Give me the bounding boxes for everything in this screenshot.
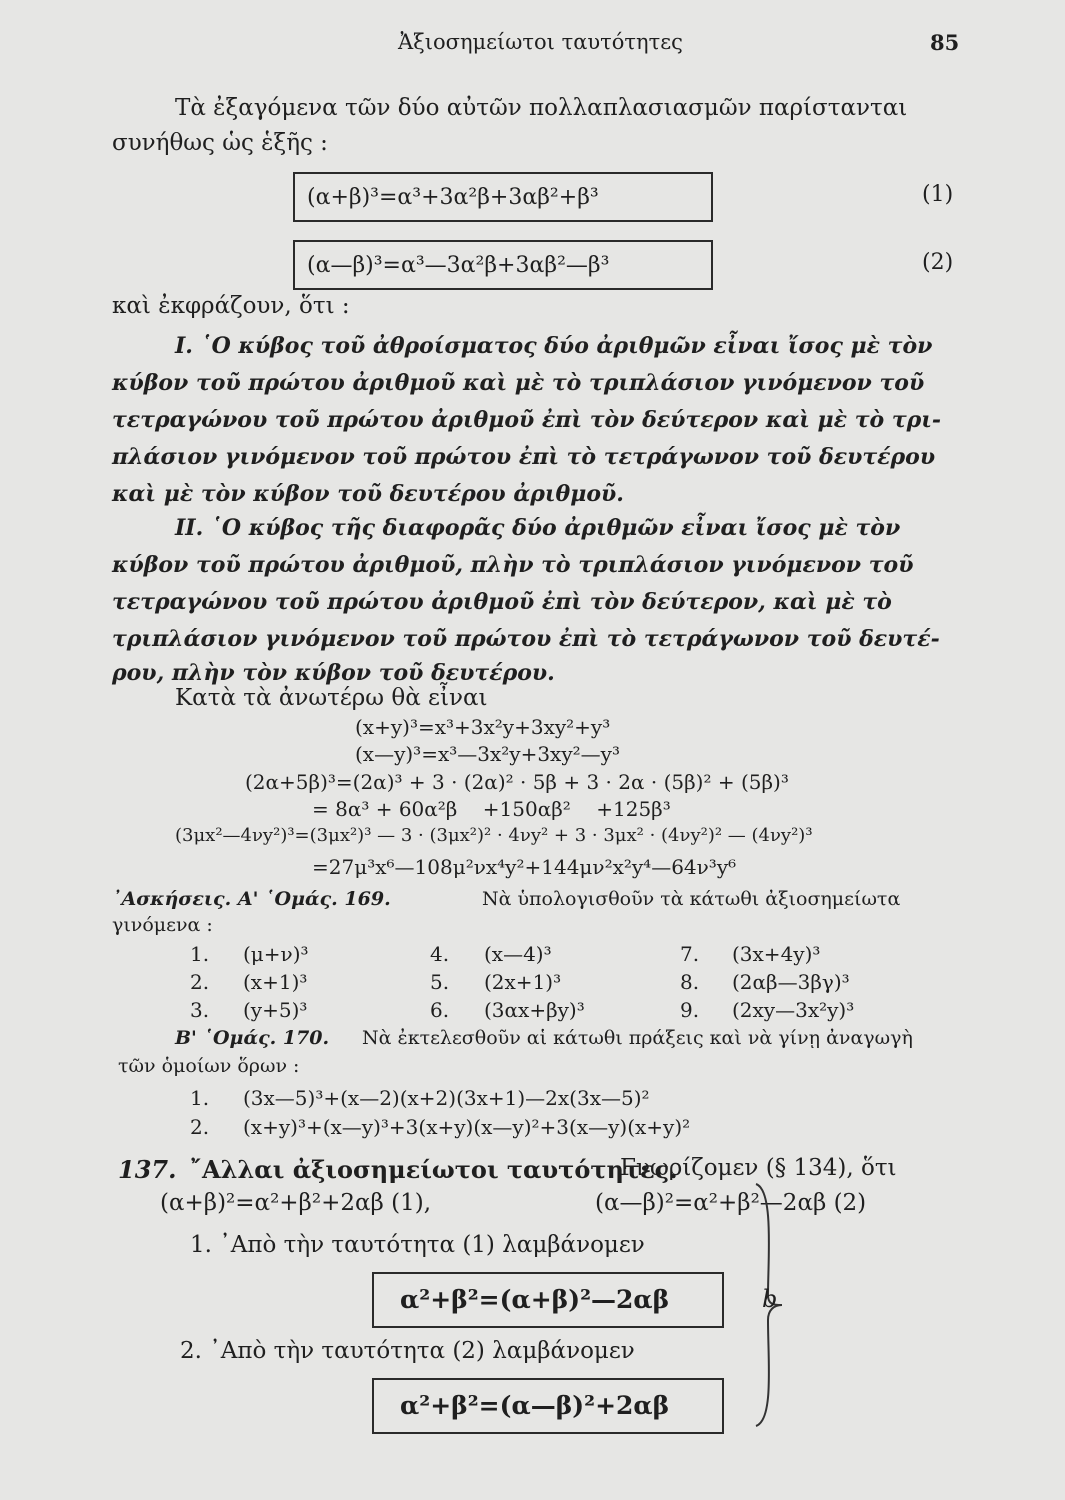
running-header: Ἀξιοσημείωτοι ταυτότητες bbox=[398, 30, 683, 54]
example-1: (x+y)³=x³+3x²y+3xy²+y³ bbox=[355, 715, 611, 739]
identity-2: (α—β)²=α²+β²—2αβ (2) bbox=[595, 1190, 867, 1216]
exercise-7-number: 7. bbox=[680, 942, 700, 966]
intro-line-2: συνήθως ὡς ἑξῆς : bbox=[112, 130, 328, 156]
exercise-1-number: 1. bbox=[190, 942, 210, 966]
formula-cube-sum: (α+β)³=α³+3α²β+3αβ²+β³ bbox=[307, 185, 599, 210]
step-2-text: 2. ᾿Απὸ τὴν ταυτότητα (2) λαμβάνομεν bbox=[180, 1338, 635, 1364]
example-6: =27μ³x⁶—108μ²νx⁴y²+144μν²x²y⁴—64ν³y⁶ bbox=[312, 855, 737, 879]
examples-intro: Κατὰ τὰ ἀνωτέρω θὰ εἶναι bbox=[175, 685, 488, 711]
exercises-b-heading: Β' ῾Ομάς. 170. bbox=[175, 1027, 330, 1049]
margin-note: b bbox=[762, 1285, 778, 1313]
exercise-6: (3αx+βy)³ bbox=[484, 998, 585, 1022]
exercise-7: (3x+4y)³ bbox=[732, 942, 821, 966]
express-line: καὶ ἐκφράζουν, ὅτι : bbox=[112, 293, 350, 319]
exercise-6-number: 6. bbox=[430, 998, 450, 1022]
exercise-b1: (3x—5)³+(x—2)(x+2)(3x+1)—2x(3x—5)² bbox=[243, 1086, 650, 1110]
rule2-line-3: τετραγώνου τοῦ πρώτου ἀριθμοῦ ἐπὶ τὸν δεύτερον, καὶ μὲ τὸ bbox=[112, 589, 892, 615]
formula-label-1: (1) bbox=[922, 182, 954, 207]
formula-box-1 bbox=[293, 172, 713, 222]
exercises-b-text-2: τῶν ὁμοίων ὅρων : bbox=[118, 1055, 300, 1077]
exercise-1: (μ+ν)³ bbox=[243, 942, 309, 966]
exercises-a-text-2: γινόμενα : bbox=[112, 914, 213, 936]
exercise-8: (2αβ—3βγ)³ bbox=[732, 970, 850, 994]
exercise-2-number: 2. bbox=[190, 970, 210, 994]
formula-cube-difference: (α—β)³=α³—3α²β+3αβ²—β³ bbox=[307, 253, 610, 278]
rule1-line-2: κύβον τοῦ πρώτου ἀριθμοῦ καὶ μὲ τὸ τριπλάσιον γινόμενον τοῦ bbox=[112, 370, 925, 396]
exercises-a-text: Νὰ ὑπολογισθοῦν τὰ κάτωθι ἀξιοσημείωτα bbox=[482, 888, 901, 910]
example-4: = 8α³ + 60α²β +150αβ² +125β³ bbox=[312, 797, 671, 821]
result-box-1 bbox=[372, 1272, 724, 1328]
step-1-text: 1. ᾿Απὸ τὴν ταυτότητα (1) λαμβάνομεν bbox=[190, 1232, 645, 1258]
rule1-line-1: I. ῾Ο κύβος τοῦ ἀθροίσματος δύο ἀριθμῶν εἶναι ἴσος μὲ τὸν bbox=[175, 333, 933, 359]
formula-box-2 bbox=[293, 240, 713, 290]
result-formula-1: α²+β²=(α+β)²—2αβ bbox=[400, 1285, 670, 1314]
exercise-4: (x—4)³ bbox=[484, 942, 552, 966]
exercises-a-heading: ᾿Ασκήσεις. Α' ῾Ομάς. 169. bbox=[112, 888, 391, 910]
exercise-9-number: 9. bbox=[680, 998, 700, 1022]
exercise-8-number: 8. bbox=[680, 970, 700, 994]
section-title: ῎Αλλαι ἀξιοσημείωτοι ταυτότητες. bbox=[190, 1155, 678, 1184]
section-intro-text: Γνωρίζομεν (§ 134), ὅτι bbox=[620, 1155, 897, 1181]
rule2-line-5: ρου, πλὴν τὸν κύβον τοῦ δευτέρου. bbox=[112, 660, 555, 686]
result-box-2 bbox=[372, 1378, 724, 1434]
exercise-2: (x+1)³ bbox=[243, 970, 308, 994]
identity-1: (α+β)²=α²+β²+2αβ (1), bbox=[160, 1190, 432, 1216]
exercises-b-text: Νὰ ἐκτελεσθοῦν αἱ κάτωθι πράξεις καὶ νὰ γίνῃ ἀναγωγὴ bbox=[362, 1027, 913, 1049]
example-2: (x—y)³=x³—3x²y+3xy²—y³ bbox=[355, 742, 620, 766]
exercise-4-number: 4. bbox=[430, 942, 450, 966]
exercise-3-number: 3. bbox=[190, 998, 210, 1022]
exercise-9: (2xy—3x²y)³ bbox=[732, 998, 855, 1022]
exercise-b1-number: 1. bbox=[190, 1086, 210, 1110]
exercise-b2-number: 2. bbox=[190, 1115, 210, 1139]
intro-line-1: Τὰ ἐξαγόμενα τῶν δύο αὐτῶν πολλαπλασιασμῶν παρίστανται bbox=[175, 95, 908, 121]
example-3: (2α+5β)³=(2α)³ + 3 · (2α)² · 5β + 3 · 2α · (5β)² + (5β)³ bbox=[245, 770, 789, 794]
rule1-line-5: καὶ μὲ τὸν κύβον τοῦ δευτέρου ἀριθμοῦ. bbox=[112, 481, 624, 507]
rule1-line-4: πλάσιον γινόμενον τοῦ πρώτου ἐπὶ τὸ τετράγωνον τοῦ δευτέρου bbox=[112, 444, 936, 470]
page-number: 85 bbox=[930, 30, 960, 55]
exercise-5: (2x+1)³ bbox=[484, 970, 562, 994]
exercise-b2: (x+y)³+(x—y)³+3(x+y)(x—y)²+3(x—y)(x+y)² bbox=[243, 1115, 691, 1139]
example-5: (3μx²—4νy²)³=(3μx²)³ — 3 · (3μx²)² · 4νy² + 3 · 3μx² · (4νy²)² — (4νy²)³ bbox=[175, 825, 813, 846]
rule2-line-4: τριπλάσιον γινόμενον τοῦ πρώτου ἐπὶ τὸ τετράγωνον τοῦ δευτέ- bbox=[112, 626, 940, 652]
formula-label-2: (2) bbox=[922, 250, 954, 275]
exercise-5-number: 5. bbox=[430, 970, 450, 994]
result-formula-2: α²+β²=(α—β)²+2αβ bbox=[400, 1391, 670, 1420]
rule1-line-3: τετραγώνου τοῦ πρώτου ἀριθμοῦ ἐπὶ τὸν δεύτερον καὶ μὲ τὸ τρι- bbox=[112, 407, 942, 433]
rule2-line-1: II. ῾Ο κύβος τῆς διαφορᾶς δύο ἀριθμῶν εἶναι ἴσος μὲ τὸν bbox=[175, 515, 901, 541]
exercise-3: (y+5)³ bbox=[243, 998, 308, 1022]
rule2-line-2: κύβον τοῦ πρώτου ἀριθμοῦ, πλὴν τὸ τριπλάσιον γινόμενον τοῦ bbox=[112, 552, 914, 578]
section-number: 137. bbox=[118, 1155, 177, 1184]
